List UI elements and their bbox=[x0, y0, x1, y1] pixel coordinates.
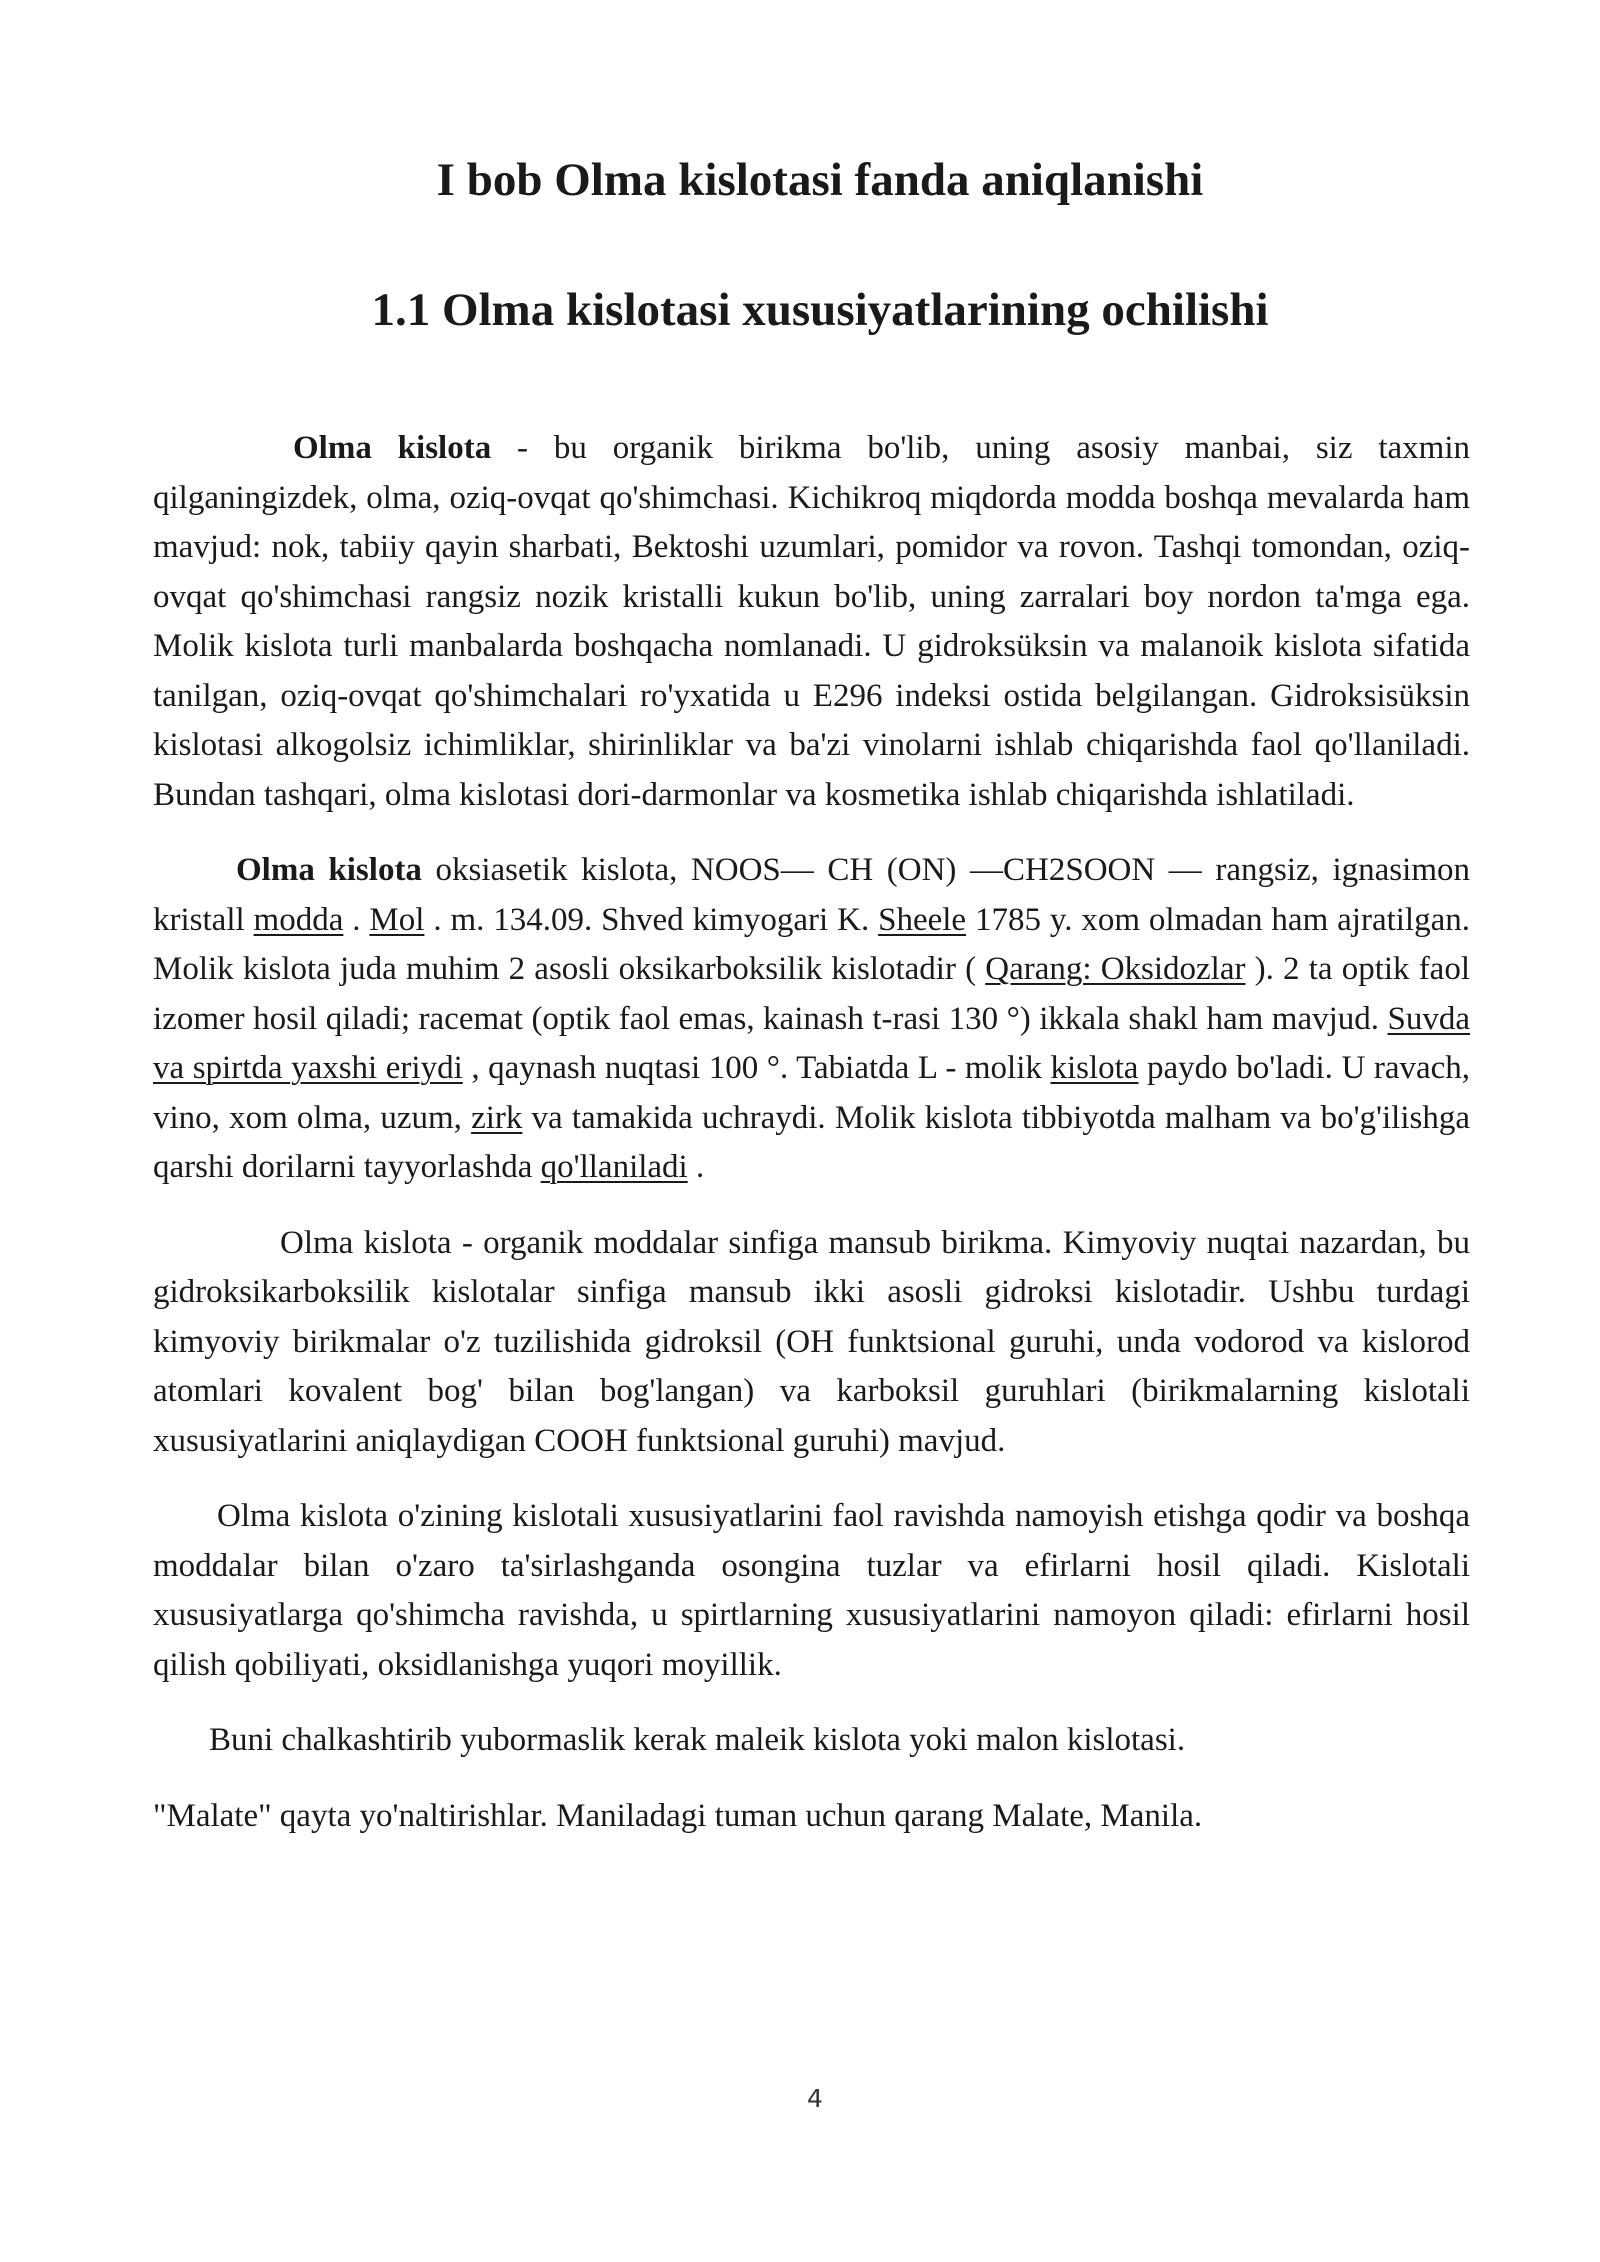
paragraph-text: 1785 y. xom olmadan ham ajratilgan. Molik kislota juda muhim 2 asosli oksikarboksilik kislotadir ( bbox=[153, 901, 1470, 987]
section-title: 1.1 Olma kislotasi xususiyatlarining ochilishi bbox=[371, 284, 1269, 336]
paragraph-text: . m. 134.09. Shved kimyogari K. bbox=[424, 901, 879, 938]
paragraph-text: paydo bo'ladi. U ravach, vino, xom olma, uzum, bbox=[153, 1050, 1471, 1136]
paragraph-disambiguation: Buni chalkashtirib yubormaslik kerak maleik kislota yoki malon kislotasi. bbox=[209, 1722, 1186, 1758]
paragraph-text: oksiasetik kislota, NOOS— CH (ON) —CH2SOON — rangsiz, ignasimon kristall bbox=[153, 852, 1470, 938]
paragraph-text: . bbox=[687, 1149, 705, 1185]
link-qollaniladi[interactable]: qo'llaniladi bbox=[540, 1149, 688, 1185]
paragraph-text: ). 2 ta optik faol izomer hosil qiladi; racemat (optik faol emas, kainash t-rasi 130 °) ikkala shakl ham mavjud. bbox=[153, 951, 1470, 1037]
link-kislota[interactable]: kislota bbox=[1050, 1050, 1139, 1086]
document-body bbox=[153, 424, 1470, 1841]
link-modda[interactable]: modda bbox=[253, 901, 344, 938]
paragraph-olma-kislota-intro bbox=[153, 424, 1470, 820]
page-number: 4 bbox=[807, 2084, 823, 2113]
paragraph-text: va tamakida uchraydi. Molik kislota tibbiyotda malham va bo'g'ilishga qarshi dorilarni tayyorlashda bbox=[153, 1099, 1471, 1185]
paragraph-malate-redirect: "Malate" qayta yo'naltirishlar. Maniladagi tuman uchun qarang Malate, Manila. bbox=[153, 1797, 1203, 1834]
bold-term: Olma kislota bbox=[236, 852, 422, 888]
paragraph-chemical-class: Olma kislota - organik moddalar sinfiga mansub birikma. Kimyoviy nuqtai nazardan, bu gidroksikarboksilik kislotalar sinfiga mansub ikki asosli gidroksi kislotadir. Ushbu turdagi kimyoviy birikmalar o'z tuzilishida gidroksil (OH funktsional guruhi, unda vodorod va kislorod atomlari kovalent bog' bilan bog'langan) va karboksil guruhlari (birikmalarning kislotali xususiyatlarini aniqlaydigan COOH funktsional guruhi) mavjud. bbox=[153, 1224, 1470, 1459]
paragraph-text: , qaynash nuqtasi 100 °. Tabiatda L - molik bbox=[462, 1050, 1051, 1086]
paragraph-acidic-properties: Olma kislota o'zining kislotali xususiyatlarini faol ravishda namoyish etishga qodir va boshqa moddalar bilan o'zaro ta'sirlashganda osongina tuzlar va efirlarni hosil qiladi. Kislotali xususiyatlarga qo'shimcha ravishda, u spirtlarning xususiyatlarini namoyon qiladi: efirlarni hosil qilish qobiliyati, oksidlanishga yuqori moyillik. bbox=[153, 1498, 1470, 1683]
paragraph-text: . bbox=[343, 901, 370, 938]
link-sheele[interactable]: Sheele bbox=[878, 901, 967, 938]
chapter-title: I bob Olma kislotasi fanda aniqlanishi bbox=[436, 154, 1204, 206]
link-qarang-oksidozlar[interactable]: Qarang: Oksidozlar bbox=[985, 951, 1246, 987]
paragraph-olma-kislota-properties bbox=[153, 846, 1470, 1193]
bold-term: Olma kislota bbox=[293, 430, 492, 466]
link-zirk[interactable]: zirk bbox=[471, 1099, 523, 1136]
paragraph-text: - bu organik birikma bo'lib, uning asosiy manbai, siz taxmin qilganingizdek, olma, oziq-ovqat qo'shimchasi. Kichikroq miqdorda modda boshqa mevalarda ham mavjud: nok, tabiiy qayin sharbati, Bektoshi uzumlari, pomidor va rovon. Tashqi tomondan, oziq-ovqat qo'shimchasi rangsiz nozik kristalli kukun bo'lib, uning zarralari boy nordon ta'mga ega. Molik kislota turli manbalarda boshqacha nomlanadi. U gidroksüksin va malanoik kislota sifatida tanilgan, oziq-ovqat qo'shimchalari ro'yxatida u E296 indeksi ostida belgilangan. Gidroksisüksin kislotasi alkogolsiz ichimliklar, shirinliklar va ba'zi vinolarni ishlab chiqarishda faol qo'llaniladi. Bundan tashqari, olma kislotasi dori-darmonlar va kosmetika ishlab chiqarishda ishlatiladi. bbox=[153, 430, 1470, 813]
link-mol[interactable]: Mol bbox=[369, 901, 425, 938]
link-suvda-va-spirtda[interactable]: Suvda va spirtda yaxshi eriydi bbox=[153, 1000, 1470, 1086]
